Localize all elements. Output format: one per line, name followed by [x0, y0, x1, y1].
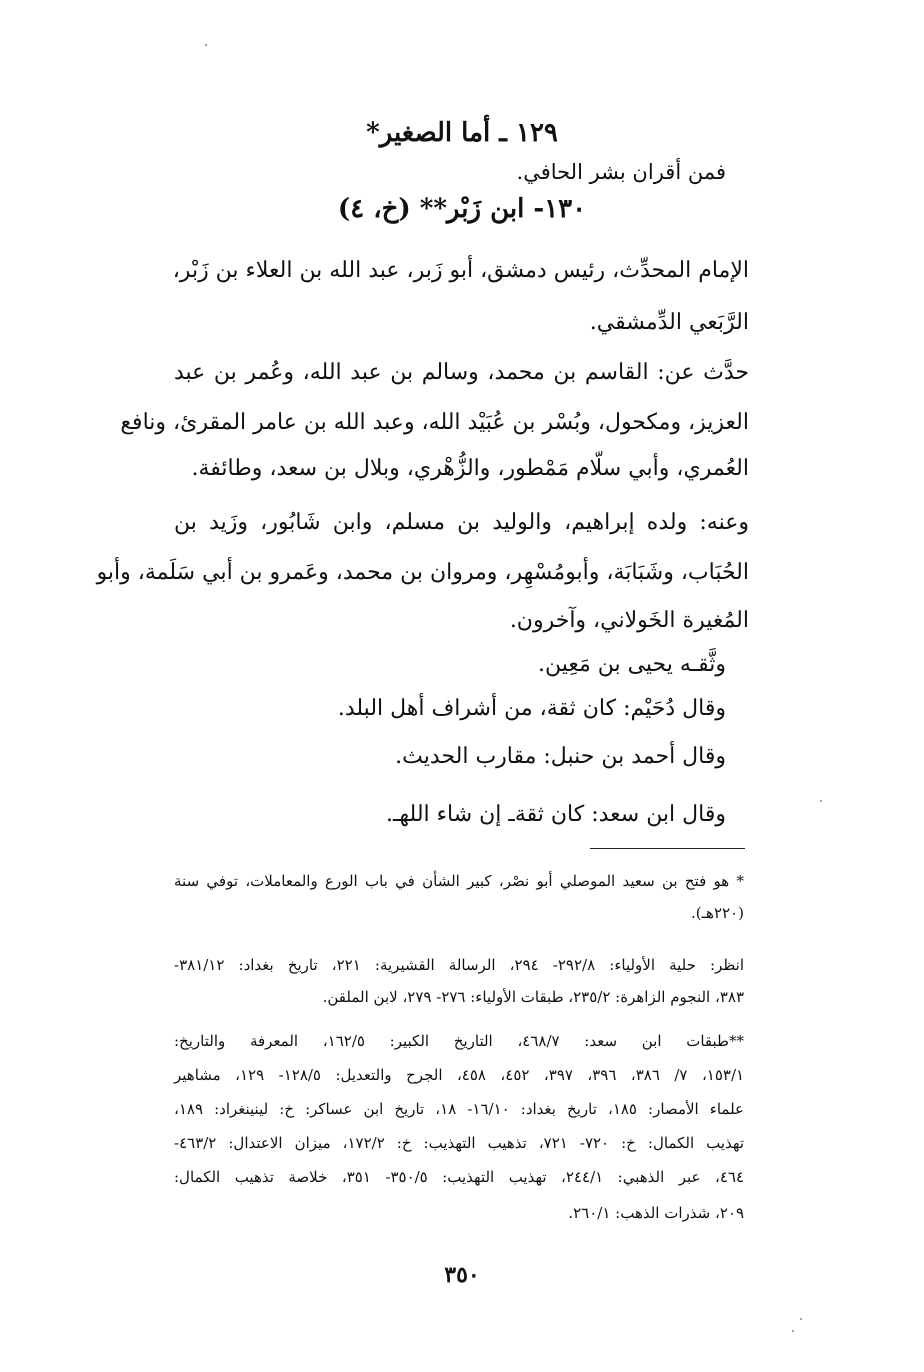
intro-line: فمن أقران بشر الحافي. — [516, 160, 726, 184]
statement-line: وقال أحمد بن حنبل: مقارب الحديث. — [395, 744, 726, 769]
footnote-separator — [590, 848, 745, 849]
footnote-2-line: **طبقات ابن سعد: ٤٦٨/٧، التاريخ الكبير: ١٦٢/٥، المعرفة والتاريخ: — [174, 1032, 744, 1050]
narrated-by-line: وعنه: ولده إبراهيم، والوليد بن مسلم، وابن شَابُور، وزَيد بن — [174, 510, 749, 535]
statement-line: وثَّقـه يحيى بن مَعِين. — [537, 652, 726, 677]
narrated-by-line: المُغيرة الخَولاني، وآخرون. — [509, 608, 749, 633]
footnote-2-line: علماء الأمصار: ١٨٥، تاريخ بغداد: ١٦/١٠- ١٨، تاريخ ابن عساكر: خ: لينينغراد: ١٨٩، — [174, 1100, 744, 1118]
narrated-from-line: العُمري، وأبي سلّام مَمْطور، والزُّهْري، وبلال بن سعد، وطائفة. — [191, 456, 749, 481]
footnote-1-refs-line: انظر: حلية الأولياء: ٢٩٢/٨- ٢٩٤، الرسالة القشيرية: ٢٢١، تاريخ بغداد: ٣٨١/١٢- — [174, 956, 745, 974]
page-number: ٣٥٠ — [444, 1262, 480, 1288]
footnote-2-line: تهذيب الكمال: خ: ٧٢٠- ٧٢١، تذهيب التهذيب: خ: ١٧٢/٢، ميزان الاعتدال: ٤٦٣/٢- — [174, 1134, 744, 1152]
footnote-1-refs-line: ٣٨٣، النجوم الزاهرة: ٢٣٥/٢، طبقات الأولياء: ٢٧٦- ٢٧٩، لابن الملقن. — [322, 988, 744, 1006]
footnote-1-line: * هو فتح بن سعيد الموصلي أبو نصْر، كبير الشأن في باب الورع والمعاملات، توفي سنة — [174, 872, 744, 890]
narrated-by-line: الحُبَاب، وشَبَابَة، وأبومُسْهِر، ومروان بن محمد، وعَمرو بن أبي سَلَمة، وأبو — [96, 560, 749, 585]
heading-entry-129: ١٢٩ ـ أما الصغير* — [366, 118, 558, 148]
heading-entry-130: ١٣٠- ابن زَبْر** (خ، ٤) — [337, 194, 587, 224]
scan-speck — [792, 1330, 794, 1332]
bio-line: الإمام المحدِّث، رئيس دمشق، أبو زَبر، عبد الله بن العلاء بن زَبْر، — [172, 258, 749, 283]
bio-line: الرَّبَعي الدِّمشقي. — [589, 310, 749, 335]
footnote-2-line: ٢٠٩، شذرات الذهب: ٢٦٠/١. — [568, 1204, 744, 1222]
scan-speck — [820, 800, 822, 802]
footnote-2-line: ١٥٣/١، ٧/ ٣٨٦، ٣٩٦، ٣٩٧، ٤٥٢، ٤٥٨، الجرح والتعديل: ١٢٨/٥- ١٢٩، مشاهير — [174, 1066, 745, 1084]
statement-line: وقال ابن سعد: كان ثقةـ إن شاء اللهـ. — [385, 802, 726, 827]
statement-line: وقال دُحَيْم: كان ثقة، من أشراف أهل البلد. — [337, 696, 726, 721]
footnote-2-line: ٤٦٤، عبر الذهبي: ٢٤٤/١، تهذيب التهذيب: ٣٥٠/٥- ٣٥١، خلاصة تذهيب الكمال: — [174, 1168, 744, 1186]
footnote-1-line: (٢٢٠هـ). — [691, 904, 744, 922]
scan-speck — [205, 44, 207, 46]
scan-speck — [800, 1318, 802, 1320]
narrated-from-line: حدَّث عن: القاسم بن محمد، وسالم بن عبد الله، وعُمر بن عبد — [174, 360, 749, 385]
narrated-from-line: العزيز، ومكحول، وبُسْر بن عُبَيْد الله، وعبد الله بن عامر المقرئ، ونافع — [120, 410, 749, 435]
